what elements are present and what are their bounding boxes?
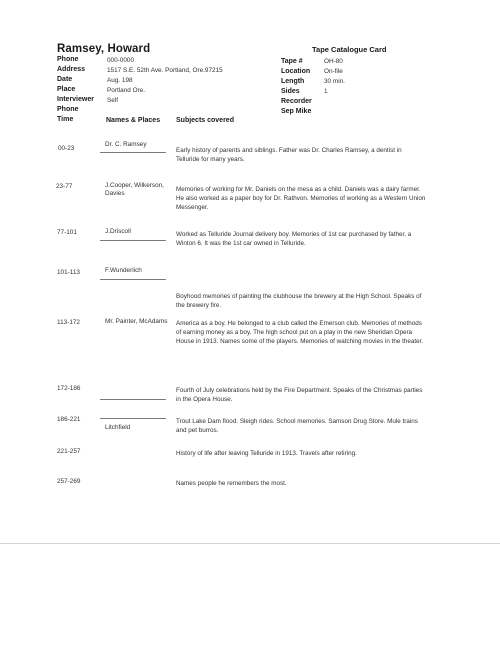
row-subject: Boyhood memories of painting the clubhouse the brewery at the High School. Speaks of the brewery fire.: [176, 293, 422, 309]
length-value: 30 min.: [324, 78, 345, 85]
row-subject: History of life after leaving Telluride in 1913. Travels after retiring.: [176, 450, 357, 457]
phone-label: Phone: [57, 56, 79, 63]
place-value: Portland Ore.: [107, 87, 146, 94]
row-subject: Memories of working for Mr. Daniels on the mesa as a child. Daniels was a dairy farmer. He also worked as a paper boy for Dr. Rathvon. Memories of working as a Western Union Messenger.: [176, 186, 426, 211]
date-value: Aug. 198: [107, 77, 133, 84]
names-underline: [100, 418, 166, 419]
row-time: 113-172: [57, 319, 80, 326]
row-subject: Early history of parents and siblings. Father was Dr. Charles Ramsey, a dentist in Telluride for many years.: [176, 147, 402, 163]
names-underline: [100, 240, 166, 241]
names-column-header: Names & Places: [106, 117, 161, 124]
row-time: 101-113: [57, 269, 80, 276]
card-title: Tape Catalogue Card: [312, 45, 387, 54]
subjects-column-header: Subjects covered: [176, 117, 234, 124]
location-value: On-file: [324, 68, 343, 75]
row-time: 23-77: [56, 183, 73, 190]
interviewee-name: Ramsey, Howard: [57, 43, 151, 55]
row-time: 172-186: [57, 385, 81, 392]
length-label: Length: [281, 78, 305, 85]
sides-value: 1: [324, 88, 328, 95]
location-label: Location: [281, 68, 311, 75]
row-names: J.Cooper, Wilkerson, Davies: [105, 182, 164, 198]
interviewer-label: Interviewer: [57, 96, 94, 103]
row-time: 77-101: [57, 229, 77, 236]
phone-value: 000-0000: [107, 57, 135, 64]
row-names: J.Driscoll: [105, 228, 131, 235]
sides-label: Sides: [281, 88, 300, 95]
row-subject: Worked as Telluride Journal delivery boy. Memories of 1st car purchased by father, a Winton 6. It was the 1st car owned in Telluride.: [176, 231, 412, 247]
place-label: Place: [57, 86, 76, 93]
row-subject: Fourth of July celebrations held by the Fire Department. Speaks of the Christmas parties in the Opera House.: [176, 387, 423, 403]
names-underline: [100, 152, 166, 153]
address-value: 1517 S.E. 52th Ave. Portland, Ore.97215: [107, 67, 223, 74]
tape-number-label: Tape #: [281, 58, 303, 65]
row-subject: America as a boy. He belonged to a club called the Emerson club. Memories of methods of earning money as a boy. The high school put on a play in the new Sheridan Opera House in 1913. Names some of the players. Memories of watching movies in the theater.: [176, 320, 424, 345]
date-label: Date: [57, 76, 73, 83]
row-time: 00-23: [58, 145, 75, 152]
names-underline: [100, 399, 166, 400]
row-time: 186-221: [57, 416, 81, 423]
row-time: 257-269: [57, 478, 81, 485]
row-names: F.Wunderlich: [105, 267, 142, 274]
interviewer-value: Self: [107, 97, 119, 104]
row-names: Litchfield: [105, 424, 131, 431]
recorder-label: Recorder: [281, 98, 312, 105]
page-bottom-edge: [0, 543, 500, 544]
time-column-header: Time: [57, 116, 74, 123]
names-underline: [100, 279, 166, 280]
row-subject: Trout Lake Dam flood. Sleigh rides. School memories. Samson Drug Store. Mule trains and pet burros.: [176, 418, 418, 434]
row-subject: Names people he remembers the most.: [176, 480, 287, 487]
sep-mike-label: Sep Mike: [281, 108, 312, 115]
interviewer-phone-label: Phone: [57, 106, 79, 113]
row-time: 221-257: [57, 448, 81, 455]
tape-number-value: OH-80: [324, 58, 343, 65]
row-names: Mr. Painter, McAdams: [105, 318, 168, 325]
address-label: Address: [57, 66, 86, 73]
row-names: Dr. C. Ramsey: [105, 141, 147, 148]
